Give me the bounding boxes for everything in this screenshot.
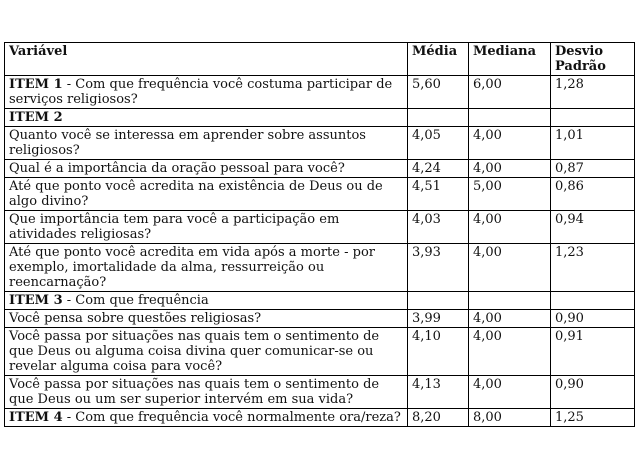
desvio-cell: 0,87 xyxy=(551,160,635,178)
desvio-cell: 0,91 xyxy=(551,328,635,376)
media-cell: 3,93 xyxy=(408,244,469,292)
statistics-table xyxy=(4,42,635,427)
table-row xyxy=(5,409,635,427)
section-row xyxy=(5,109,635,127)
variable-cell xyxy=(5,127,408,160)
desvio-cell: 0,90 xyxy=(551,310,635,328)
header-desvio-padrao: Desvio Padrão xyxy=(551,43,635,76)
header-media: Média xyxy=(408,43,469,76)
header-variavel: Variável xyxy=(5,43,408,76)
item-label: ITEM 1 xyxy=(9,77,63,92)
question-text: - Com que frequência xyxy=(62,293,209,308)
question-text: Qual é a importância da oração pessoal para você? xyxy=(9,161,345,176)
media-cell xyxy=(408,292,469,310)
item-label: ITEM 4 xyxy=(9,410,63,425)
item-label: ITEM 2 xyxy=(9,110,63,125)
desvio-cell: 1,01 xyxy=(551,127,635,160)
variable-cell xyxy=(5,328,408,376)
table-row xyxy=(5,328,635,376)
table-row xyxy=(5,310,635,328)
question-text: - Com que frequência você normalmente ora/reza? xyxy=(62,410,401,425)
mediana-cell: 4,00 xyxy=(469,310,551,328)
table-row xyxy=(5,244,635,292)
media-cell: 4,10 xyxy=(408,328,469,376)
desvio-cell: 0,90 xyxy=(551,376,635,409)
table-row xyxy=(5,127,635,160)
question-text: Quanto você se interessa em aprender sobre assuntos religiosos? xyxy=(9,128,366,158)
media-cell: 4,05 xyxy=(408,127,469,160)
variable-cell xyxy=(5,160,408,178)
media-cell: 4,13 xyxy=(408,376,469,409)
header-row xyxy=(5,43,635,76)
mediana-cell: 6,00 xyxy=(469,76,551,109)
question-text: Você passa por situações nas quais tem o sentimento de que Deus ou alguma coisa divina quer comunicar-se ou revelar alguma coisa para você? xyxy=(9,329,380,374)
table-row xyxy=(5,178,635,211)
media-cell xyxy=(408,109,469,127)
mediana-cell xyxy=(469,292,551,310)
mediana-cell: 4,00 xyxy=(469,376,551,409)
media-cell: 8,20 xyxy=(408,409,469,427)
table-row xyxy=(5,76,635,109)
question-text: Que importância tem para você a participação em atividades religiosas? xyxy=(9,212,340,242)
desvio-cell: 1,23 xyxy=(551,244,635,292)
mediana-cell: 4,00 xyxy=(469,160,551,178)
mediana-cell: 4,00 xyxy=(469,211,551,244)
variable-cell xyxy=(5,376,408,409)
mediana-cell: 4,00 xyxy=(469,244,551,292)
mediana-cell: 4,00 xyxy=(469,328,551,376)
item-label: ITEM 3 xyxy=(9,293,63,308)
variable-cell xyxy=(5,292,408,310)
media-cell: 4,51 xyxy=(408,178,469,211)
variable-cell xyxy=(5,409,408,427)
media-cell: 4,03 xyxy=(408,211,469,244)
desvio-cell xyxy=(551,292,635,310)
section-row xyxy=(5,292,635,310)
question-text: Até que ponto você acredita na existência de Deus ou de algo divino? xyxy=(9,179,383,209)
media-cell: 5,60 xyxy=(408,76,469,109)
question-text: Você passa por situações nas quais tem o sentimento de que Deus ou um ser superior intervém em sua vida? xyxy=(9,377,380,407)
mediana-cell xyxy=(469,109,551,127)
table-row xyxy=(5,211,635,244)
desvio-cell: 0,86 xyxy=(551,178,635,211)
question-text: Até que ponto você acredita em vida após a morte - por exemplo, imortalidade da alma, ressurreição ou reencarnação? xyxy=(9,245,375,290)
question-text: Você pensa sobre questões religiosas? xyxy=(9,311,262,326)
variable-cell xyxy=(5,310,408,328)
desvio-cell: 1,28 xyxy=(551,76,635,109)
variable-cell xyxy=(5,76,408,109)
variable-cell xyxy=(5,211,408,244)
mediana-cell: 8,00 xyxy=(469,409,551,427)
mediana-cell: 5,00 xyxy=(469,178,551,211)
desvio-cell xyxy=(551,109,635,127)
desvio-cell: 0,94 xyxy=(551,211,635,244)
variable-cell xyxy=(5,178,408,211)
variable-cell xyxy=(5,109,408,127)
header-mediana: Mediana xyxy=(469,43,551,76)
media-cell: 3,99 xyxy=(408,310,469,328)
variable-cell xyxy=(5,244,408,292)
media-cell: 4,24 xyxy=(408,160,469,178)
question-text: - Com que frequência você costuma participar de serviços religiosos? xyxy=(9,77,393,107)
table-body xyxy=(5,76,635,427)
mediana-cell: 4,00 xyxy=(469,127,551,160)
table-row xyxy=(5,376,635,409)
table-row xyxy=(5,160,635,178)
desvio-cell: 1,25 xyxy=(551,409,635,427)
